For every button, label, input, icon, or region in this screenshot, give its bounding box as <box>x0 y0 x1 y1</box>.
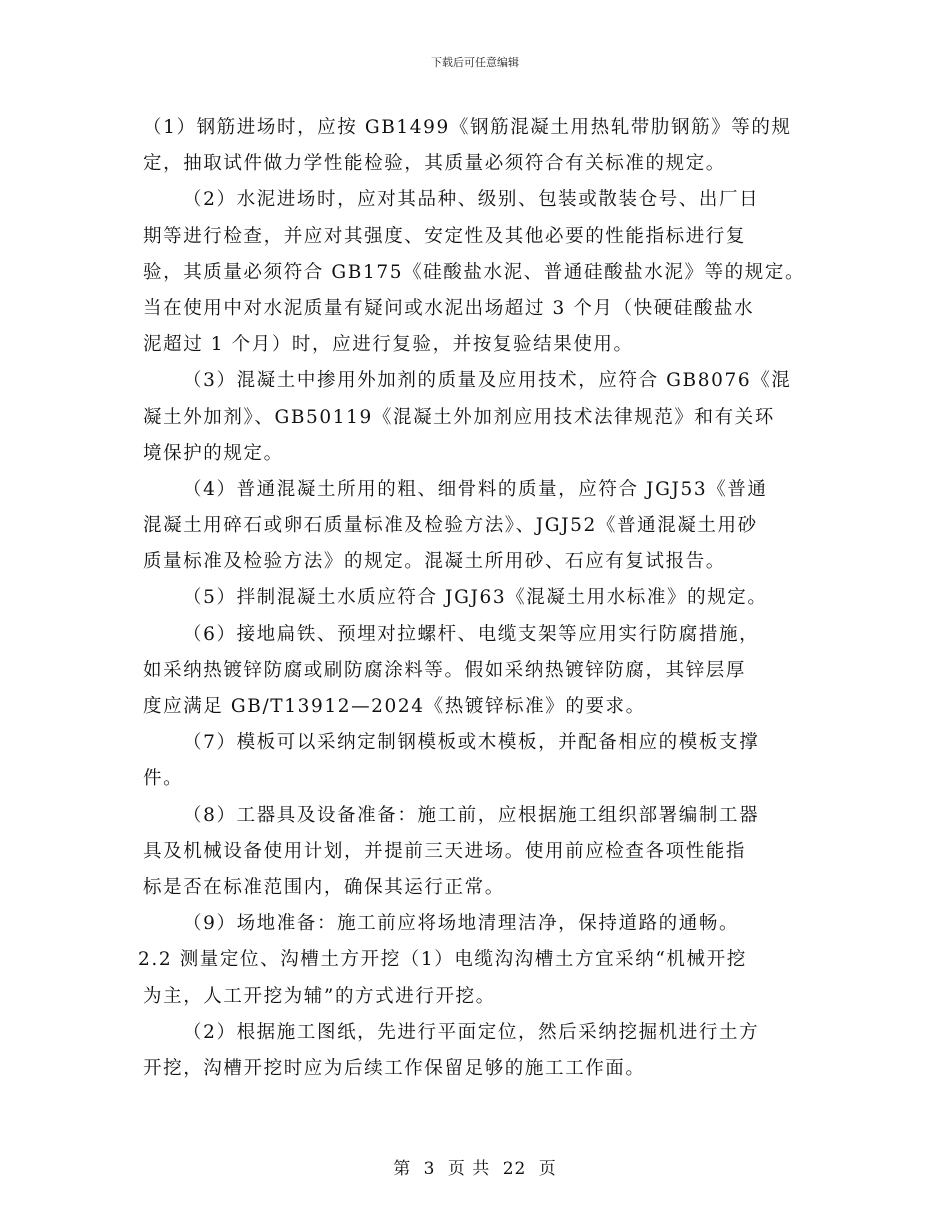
text-line: 为主，人工开挖为辅”的方式进行开挖。 <box>143 985 496 1007</box>
paragraph-start: （2）水泥进场时，应对其品种、级别、包装或散装仓号、出厂日 <box>183 189 760 211</box>
paragraph-start: （7）模板可以采纳定制钢模板或木模板，并配备相应的模板支撑 <box>183 732 760 754</box>
total-page-count: 22 <box>502 1159 527 1179</box>
text-line: 定，抽取试件做力学性能检验，其质量必须符合有关标准的规定。 <box>143 153 726 175</box>
current-page-number: 3 <box>423 1159 436 1179</box>
text-line: 凝土外加剂》、GB50119《混凝土外加剂应用技术法律规范》和有关环 <box>143 406 775 428</box>
footer-prefix: 第 <box>393 1159 412 1179</box>
paragraph-start: （2）根据施工图纸，先进行平面定位，然后采纳挖掘机进行土方 <box>183 1021 760 1043</box>
page-header: 下载后可任意编辑 <box>431 56 519 69</box>
text-line: 验，其质量必须符合 GB175《硅酸盐水泥、普通硅酸盐水泥》等的规定。 <box>143 261 806 283</box>
text-line: 当在使用中对水泥质量有疑问或水泥出场超过 3 个月（快硬硅酸盐水 <box>143 297 755 319</box>
document-body <box>138 110 823 1087</box>
text-line: 具及机械设备使用计划，并提前三天进场。使用前应检查各项性能指 <box>143 840 747 862</box>
text-line: 如采纳热镀锌防腐或刷防腐涂料等。假如采纳热镀锌防腐，其锌层厚 <box>143 659 747 681</box>
paragraph-start: （4）普通混凝土所用的粗、细骨料的质量，应符合 JGJ53《普通 <box>183 478 768 500</box>
section-heading-line: 2.2 测量定位、沟槽土方开挖（1）电缆沟沟槽土方宜采纳“机械开挖 <box>138 949 747 971</box>
text-line: 混凝土用碎石或卵石质量标准及检验方法》、JGJ52《普通混凝土用砂 <box>143 515 758 537</box>
paragraph-start: （9）场地准备：施工前应将场地清理洁净，保持道路的通畅。 <box>183 913 740 935</box>
paragraph-start: （3）混凝土中掺用外加剂的质量及应用技术，应符合 GB8076《混 <box>183 370 792 392</box>
footer-suffix: 页 <box>538 1159 557 1179</box>
page-footer <box>0 1154 950 1179</box>
text-line: 泥超过 1 个月）时，应进行复验，并按复验结果使用。 <box>143 334 634 356</box>
text-line: 质量标准及检验方法》的规定。混凝土所用砂、石应有复试报告。 <box>143 551 726 573</box>
text-line: 件。 <box>143 768 184 790</box>
paragraph-start: （5）拌制混凝土水质应符合 JGJ63《混凝土用水标准》的规定。 <box>183 587 768 609</box>
text-line: 境保护的规定。 <box>143 442 284 464</box>
text-line: （1）钢筋进场时，应按 GB1499《钢筋混凝土用热轧带肋钢筋》等的规 <box>143 117 792 138</box>
text-line: 标是否在标准范围内，确保其运行正常。 <box>143 876 505 898</box>
footer-middle: 页 共 <box>447 1159 491 1179</box>
paragraph-start: （8）工器具及设备准备：施工前，应根据施工组织部署编制工器 <box>183 804 760 826</box>
paragraph-start: （6）接地扁铁、预埋对拉螺杆、电缆支架等应用实行防腐措施， <box>183 623 760 645</box>
text-line: 度应满足 GB/T13912—2024《热镀锌标准》的要求。 <box>143 696 646 717</box>
text-line: 期等进行检查，并应对其强度、安定性及其他必要的性能指标进行复 <box>143 225 747 247</box>
text-line: 开挖，沟槽开挖时应为后续工作保留足够的施工工作面。 <box>143 1057 646 1079</box>
